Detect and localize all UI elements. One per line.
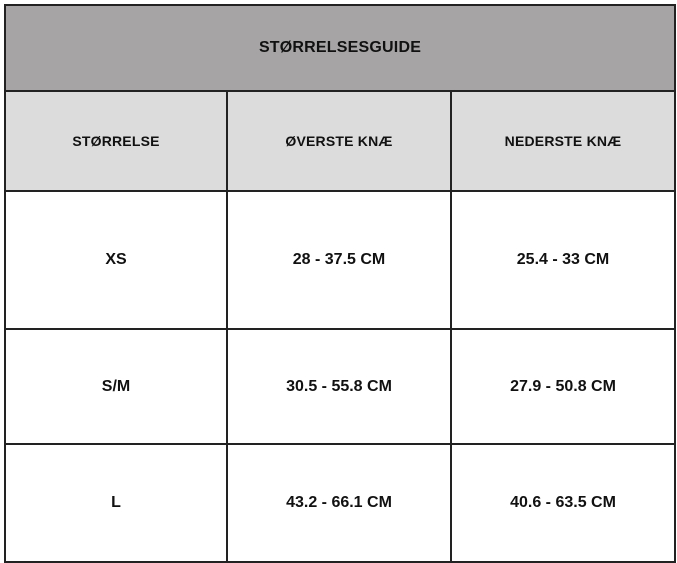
column-header-lower-knee: NEDERSTE KNÆ [451, 91, 675, 191]
upper-knee-cell: 30.5 - 55.8 CM [227, 329, 451, 444]
header-row [5, 91, 675, 191]
table-row [5, 191, 675, 329]
lower-knee-cell: 40.6 - 63.5 CM [451, 444, 675, 562]
size-guide-table [4, 4, 676, 563]
upper-knee-cell: 28 - 37.5 CM [227, 191, 451, 329]
lower-knee-cell: 27.9 - 50.8 CM [451, 329, 675, 444]
size-cell: S/M [5, 329, 227, 444]
table-row [5, 444, 675, 562]
upper-knee-cell: 43.2 - 66.1 CM [227, 444, 451, 562]
table-row [5, 329, 675, 444]
title-row [5, 5, 675, 91]
table-title: STØRRELSESGUIDE [5, 5, 675, 91]
size-cell: XS [5, 191, 227, 329]
column-header-size: STØRRELSE [5, 91, 227, 191]
size-cell: L [5, 444, 227, 562]
column-header-upper-knee: ØVERSTE KNÆ [227, 91, 451, 191]
lower-knee-cell: 25.4 - 33 CM [451, 191, 675, 329]
